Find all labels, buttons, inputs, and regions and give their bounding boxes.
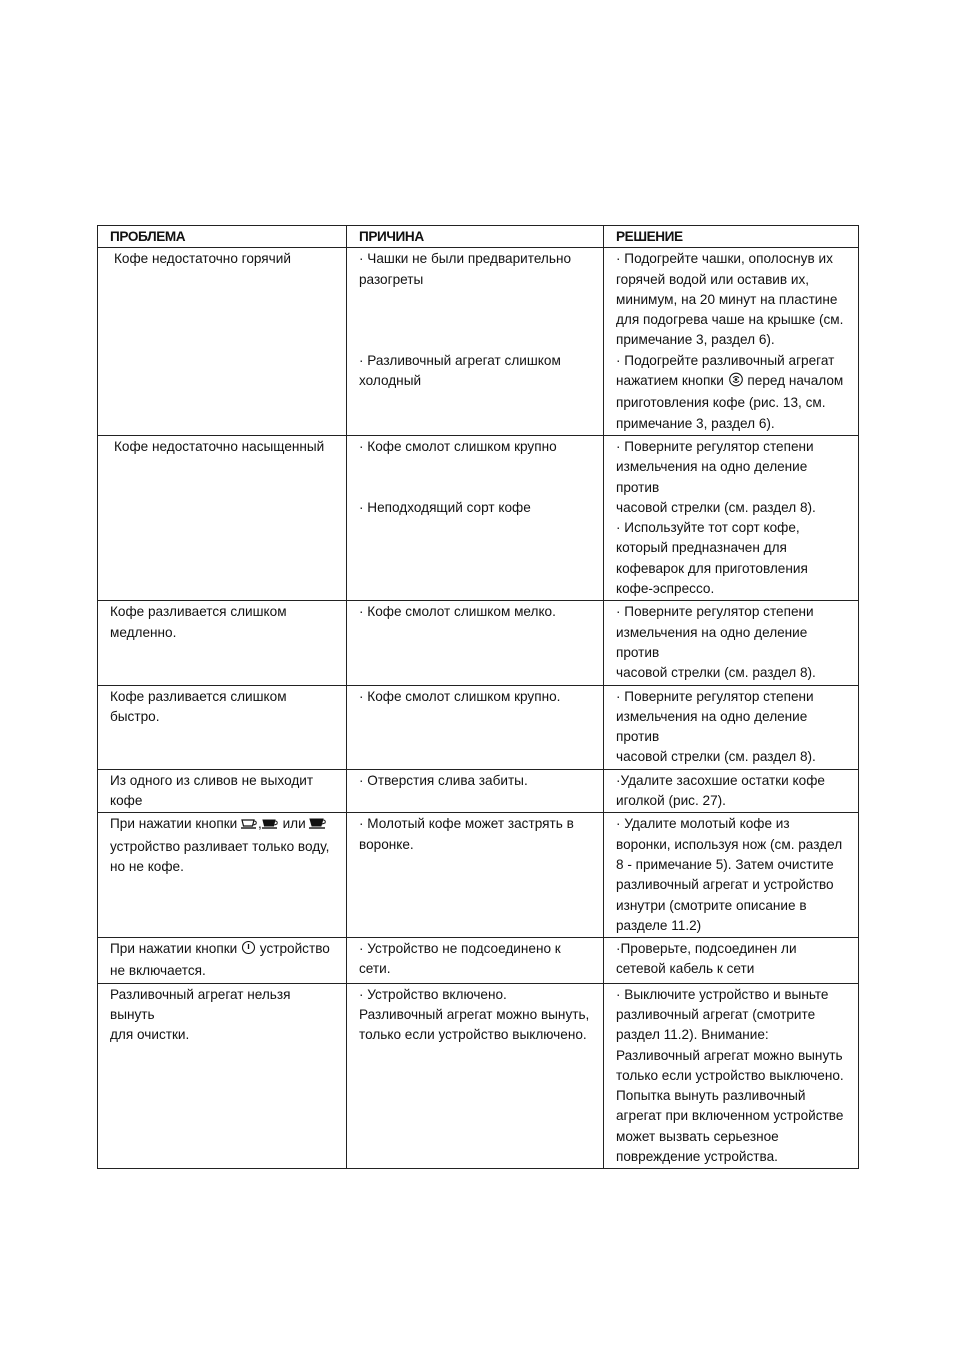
rinse-button-icon xyxy=(728,372,744,393)
cause-cell xyxy=(347,813,604,938)
cause-cell xyxy=(347,769,604,813)
solution-item: · Поверните регулятор степени измельчения на одно деление против часовой стрелки (см. раздел 8). xyxy=(616,688,816,765)
cup-small-icon xyxy=(241,816,258,836)
troubleshooting-table xyxy=(97,225,859,1169)
solution-cell: · Подогрейте чашки, ополоснув их горячей водой или оставив их, минимум, на 20 минут на пластине для подогрева чаше на крышке (см. примечание 3, раздел 6). · Подогрейте разливочный агрегат нажатием кнопки перед началом приготовления кофе (рис. 13, см. примечание 3, раздел 6). xyxy=(604,248,859,436)
problem-cell xyxy=(98,769,347,813)
cause-cell xyxy=(347,601,604,685)
solution-cell xyxy=(604,983,859,1169)
problem-cell xyxy=(98,435,347,600)
problem-text: Разливочный агрегат нельзя вынуть для очистки. xyxy=(110,986,291,1043)
table-row xyxy=(98,813,859,938)
cause-cell xyxy=(347,435,604,600)
cause-cell xyxy=(347,685,604,769)
cup-large-icon xyxy=(309,816,326,836)
header-problem: ПРОБЛЕМА xyxy=(98,226,347,248)
cause-item: · Устройство не подсоединено к сети. xyxy=(359,941,561,977)
cause-cell xyxy=(347,983,604,1169)
solution-cell xyxy=(604,685,859,769)
problem-cell xyxy=(98,938,347,984)
cause-cell xyxy=(347,938,604,984)
solution-cell xyxy=(604,435,859,600)
solution-item: · Подогрейте чашки, ополоснув их горячей водой или оставив их, минимум, на 20 минут на пластине для подогрева чаше на крышке (см. примечание 3, раздел 6). xyxy=(616,251,844,348)
cup-medium-icon xyxy=(262,816,279,836)
problem-text: Кофе недостаточно насыщенный xyxy=(114,438,325,454)
problem-text: устройство разливает только воду, но не кофе. xyxy=(110,838,330,874)
problem-line-with-icons: При нажатии кнопки , или xyxy=(110,814,335,836)
solution-cell xyxy=(604,769,859,813)
problem-text: Кофе недостаточно горячий xyxy=(114,251,291,267)
problem-text: Кофе разливается слишком быстро. xyxy=(110,688,287,724)
solution-item: · Удалите молотый кофе из воронки, используя нож (см. раздел 8 - примечание 5). Затем очистите разливочный агрегат и устройство изнутри (смотрите описание в разделе 11.2) xyxy=(616,816,843,933)
power-icon xyxy=(241,940,256,961)
problem-cell xyxy=(98,813,347,938)
table-row xyxy=(98,248,859,436)
cause-item: · Кофе смолот слишком крупно xyxy=(359,438,557,454)
cause-cell xyxy=(347,248,604,436)
header-cause: ПРИЧИНА xyxy=(347,226,604,248)
solution-cell xyxy=(604,813,859,938)
solution-item: ·Проверьте, подсоединен ли сетевой кабель к сети xyxy=(616,941,797,977)
problem-text: Кофе разливается слишком медленно. xyxy=(110,604,287,640)
cause-item: · Устройство включено. Разливочный агрегат можно вынуть, только если устройство выключено. xyxy=(359,986,590,1043)
table-row xyxy=(98,685,859,769)
table-row xyxy=(98,938,859,984)
solution-item: · Выключите устройство и выньте разливочный агрегат (смотрите раздел 11.2). Внимание: Разливочный агрегат можно вынуть только если устройство выключено. Попытка вынуть разливочный агрегат при включенном устройстве может вызвать серьезное повреждение устройства. xyxy=(616,986,844,1165)
header-row xyxy=(98,226,859,248)
header-solution: РЕШЕНИЕ xyxy=(604,226,859,248)
cause-item: · Отверстия слива забиты. xyxy=(359,772,528,788)
cause-item: · Кофе смолот слишком крупно. xyxy=(359,688,561,704)
problem-cell xyxy=(98,601,347,685)
cause-item: · Кофе смолот слишком мелко. xyxy=(359,604,556,620)
problem-line-with-icon: При нажатии кнопки устройство xyxy=(110,939,335,961)
solution-item: · Используйте тот сорт кофе, который предназначен для кофеварок для приготовления кофе-эспрессо. xyxy=(616,520,808,597)
table-row xyxy=(98,983,859,1169)
solution-line-with-icon: нажатием кнопки перед началом xyxy=(616,371,847,393)
cause-item: · Молотый кофе может застрять в воронке. xyxy=(359,816,574,852)
problem-cell xyxy=(98,685,347,769)
table-row xyxy=(98,601,859,685)
problem-text: Из одного из сливов не выходит кофе xyxy=(110,772,314,809)
cause-item: · Разливочный агрегат слишком холодный xyxy=(359,352,561,389)
solution-cell xyxy=(604,601,859,685)
solution-item: ·Удалите засохшие остатки кофе иголкой (рис. 27). xyxy=(616,772,825,809)
solution-item: · Подогрейте разливочный агрегат xyxy=(616,352,835,368)
problem-cell xyxy=(98,248,347,436)
table-row xyxy=(98,769,859,813)
cause-item: · Чашки не были предварительно разогреты xyxy=(359,251,572,287)
solution-item: · Поверните регулятор степени измельчения на одно деление против часовой стрелки (см. раздел 8). xyxy=(616,604,816,681)
cause-item: · Неподходящий сорт кофе xyxy=(359,500,531,516)
problem-cell xyxy=(98,983,347,1169)
solution-item: · Поверните регулятор степени измельчения на одно деление против часовой стрелки (см. раздел 8). xyxy=(616,438,816,515)
solution-cell xyxy=(604,938,859,984)
table-row xyxy=(98,435,859,600)
problem-text: не включается. xyxy=(110,963,206,979)
